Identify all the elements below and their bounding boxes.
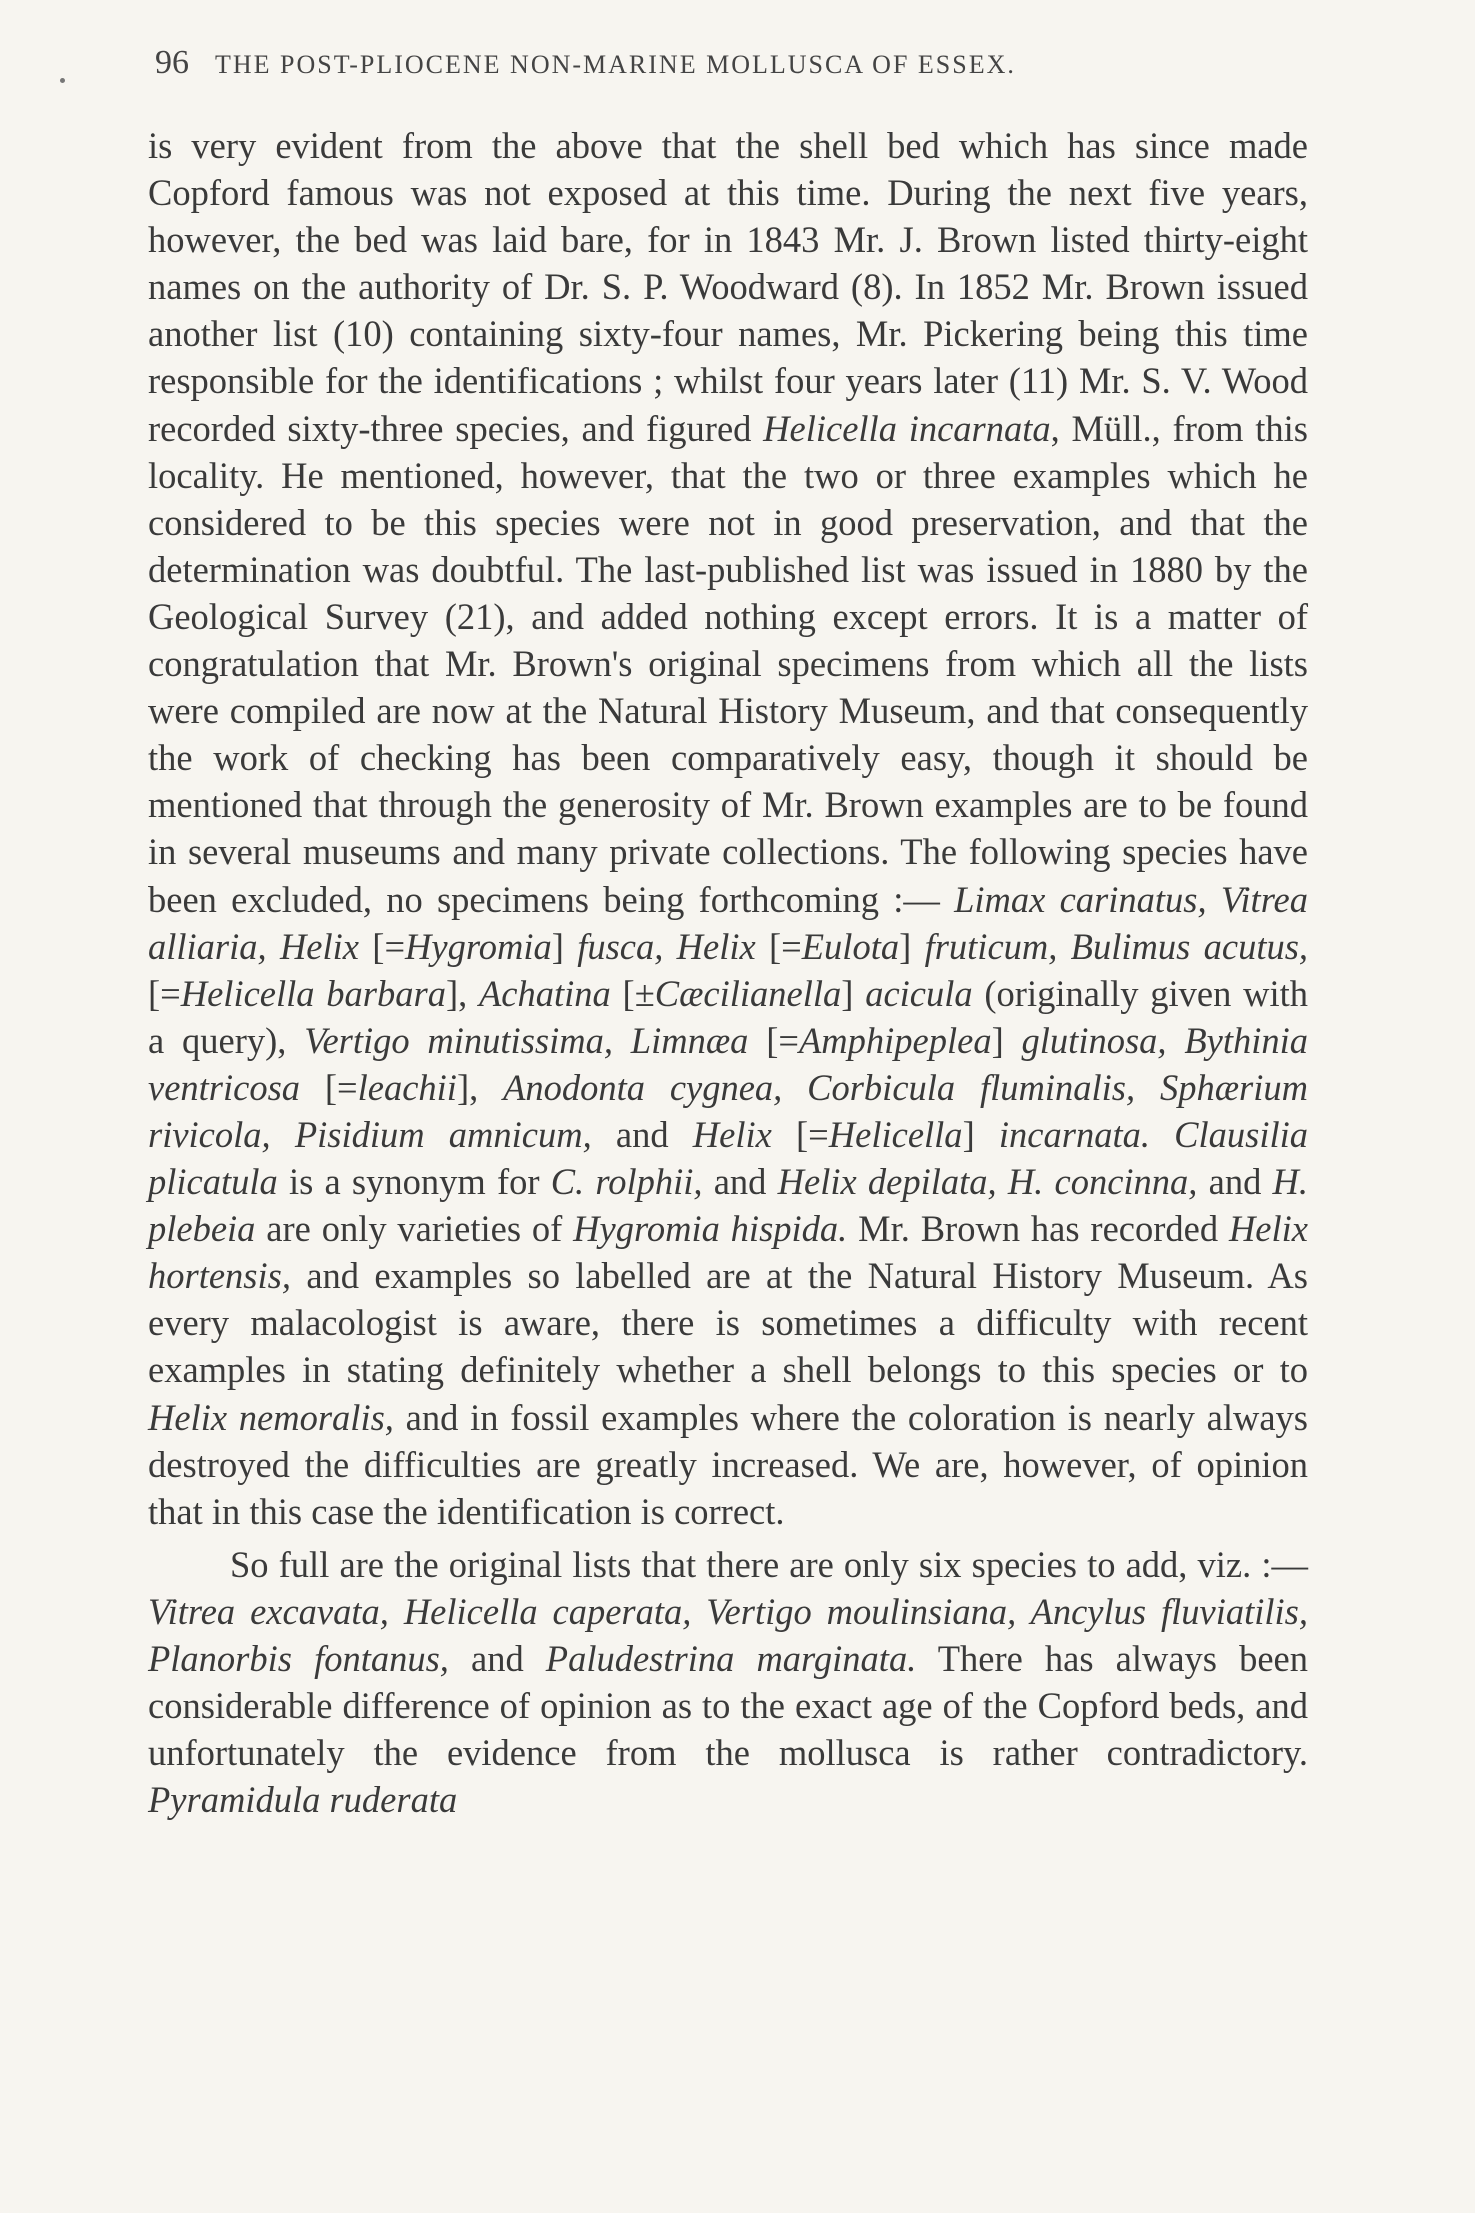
- text-segment: There has always been considerable difference of opinion as to the exact age of the Copford beds, and unfortunately the evidence from the mollusca is rather contradictory.: [148, 1638, 1308, 1774]
- text-segment: ]: [962, 1113, 999, 1155]
- italic-text-segment: C. rolphii,: [550, 1161, 703, 1203]
- text-segment: and: [591, 1113, 693, 1155]
- italic-text-segment: Anodonta cygnea, Corbicula fluminalis, Sphærium rivicola, Pisidium amnicum,: [148, 1066, 1309, 1155]
- text-segment: are only varieties of: [255, 1208, 574, 1250]
- text-segment: ]: [991, 1019, 1022, 1061]
- text-segment: and: [448, 1638, 546, 1679]
- body-text: [148, 122, 1308, 1823]
- ink-speck: [60, 78, 65, 83]
- text-segment: So full are the original lists that there are only six species to add, viz. :—: [230, 1543, 1308, 1585]
- italic-text-segment: fusca, Helix: [577, 925, 770, 967]
- text-segment: is a synonym for: [277, 1161, 551, 1203]
- text-segment: and examples so labelled are at the Natural History Museum. As every malacologist is aware, there is sometimes a difficulty with recent examples in stating definitely whether a shell belongs to this species or to: [148, 1255, 1308, 1391]
- italic-text-segment: Paludestrina marginata.: [545, 1638, 917, 1679]
- text-segment: [=: [324, 1066, 358, 1108]
- text-segment: [=: [796, 1113, 829, 1155]
- italic-text-segment: incarnata. Clausilia plicatula: [148, 1113, 1309, 1203]
- paragraph-1: [148, 122, 1308, 1535]
- italic-text-segment: Limax carinatus, Vitrea alliaria, Helix: [148, 878, 1308, 967]
- italic-text-segment: leachii: [357, 1066, 457, 1108]
- text-segment: ],: [456, 1066, 504, 1108]
- page-number: 96: [155, 44, 189, 81]
- running-title: THE POST-PLIOCENE NON-MARINE MOLLUSCA OF ESSEX.: [215, 50, 1016, 79]
- paragraph-2: [148, 1541, 1308, 1824]
- text-segment: Mr. Brown has recorded: [847, 1208, 1229, 1250]
- italic-text-segment: Hygromia hispida.: [573, 1208, 848, 1250]
- italic-text-segment: Hygromia: [405, 925, 552, 967]
- italic-text-segment: Helix: [692, 1113, 797, 1155]
- text-segment: (originally given with a query),: [148, 972, 1308, 1061]
- text-segment: ],: [445, 972, 479, 1014]
- italic-text-segment: Helicella: [828, 1113, 963, 1155]
- italic-text-segment: glutinosa, Bythinia ventricosa: [148, 1019, 1308, 1108]
- text-segment: ]: [899, 925, 925, 967]
- italic-text-segment: Helix hortensis,: [148, 1208, 1308, 1297]
- italic-text-segment: H. plebeia: [148, 1161, 1309, 1250]
- italic-text-segment: Helix depilata, H. concinna,: [777, 1161, 1198, 1203]
- text-segment: [=: [372, 925, 406, 967]
- italic-text-segment: Vertigo minutissima, Limnæa: [304, 1019, 767, 1061]
- text-segment: is very evident from the above that the shell bed which has since made Copford famous was not exposed at this time. During the next five years, however, the bed was laid bare, for in 1843 Mr. J. Brown listed thirty-eight names on the authority of Dr. S. P. Woodward (8). In 1852 Mr. Brown issued another list (10) containing sixty-four names, Mr. Pickering being this time responsible for the identifications ; whilst four years later (11) Mr. S. V. Wood recorded sixty-three species, and figured: [148, 125, 1308, 449]
- running-header: [155, 44, 1315, 82]
- text-segment: , Müll., from this locality. He mentioned, however, that the two or three examples which he considered to be this species were not in good preservation, and that the determination was doubtful. The last-published list was issued in 1880 by the Geological Survey (21), and added nothing except errors. It is a matter of congratulation that Mr. Brown's original specimens from which all the lists were compiled are now at the Natural History Museum, and that consequently the work of checking has been comparatively easy, though it should be mentioned that through the generosity of Mr. Brown examples are to be found in several museums and many private collections. The following species have been excluded, no specimens being forthcoming :—: [148, 407, 1308, 920]
- text-segment: ]: [551, 925, 578, 967]
- italic-text-segment: Amphipeplea: [798, 1019, 992, 1061]
- italic-text-segment: Eulota: [801, 925, 900, 967]
- italic-text-segment: Cæcilianella: [654, 972, 842, 1014]
- text-segment: ]: [841, 972, 866, 1014]
- text-segment: [±: [622, 972, 655, 1014]
- italic-text-segment: Vitrea excavata, Helicella caperata, Vertigo moulinsiana, Ancylus fluviatilis, Planorbis fontanus,: [148, 1590, 1308, 1679]
- italic-text-segment: Pyramidula ruderata: [148, 1779, 458, 1821]
- italic-text-segment: Helicella barbara: [180, 972, 446, 1014]
- text-segment: [=: [769, 925, 802, 967]
- text-segment: and in fossil examples where the coloration is nearly always destroyed the difficulties are greatly increased. We are, however, of opinion that in this case the identification is correct.: [148, 1396, 1309, 1532]
- italic-text-segment: Helicella incarnata: [763, 407, 1051, 449]
- text-segment: and: [702, 1161, 778, 1203]
- italic-text-segment: acicula: [865, 972, 973, 1014]
- text-segment: and: [1197, 1161, 1273, 1203]
- italic-text-segment: Helix nemoralis,: [148, 1396, 394, 1438]
- italic-text-segment: fruticum, Bulimus acutus,: [924, 925, 1309, 967]
- text-segment: [=: [148, 972, 181, 1014]
- italic-text-segment: Achatina: [479, 972, 623, 1014]
- text-segment: [=: [766, 1019, 799, 1061]
